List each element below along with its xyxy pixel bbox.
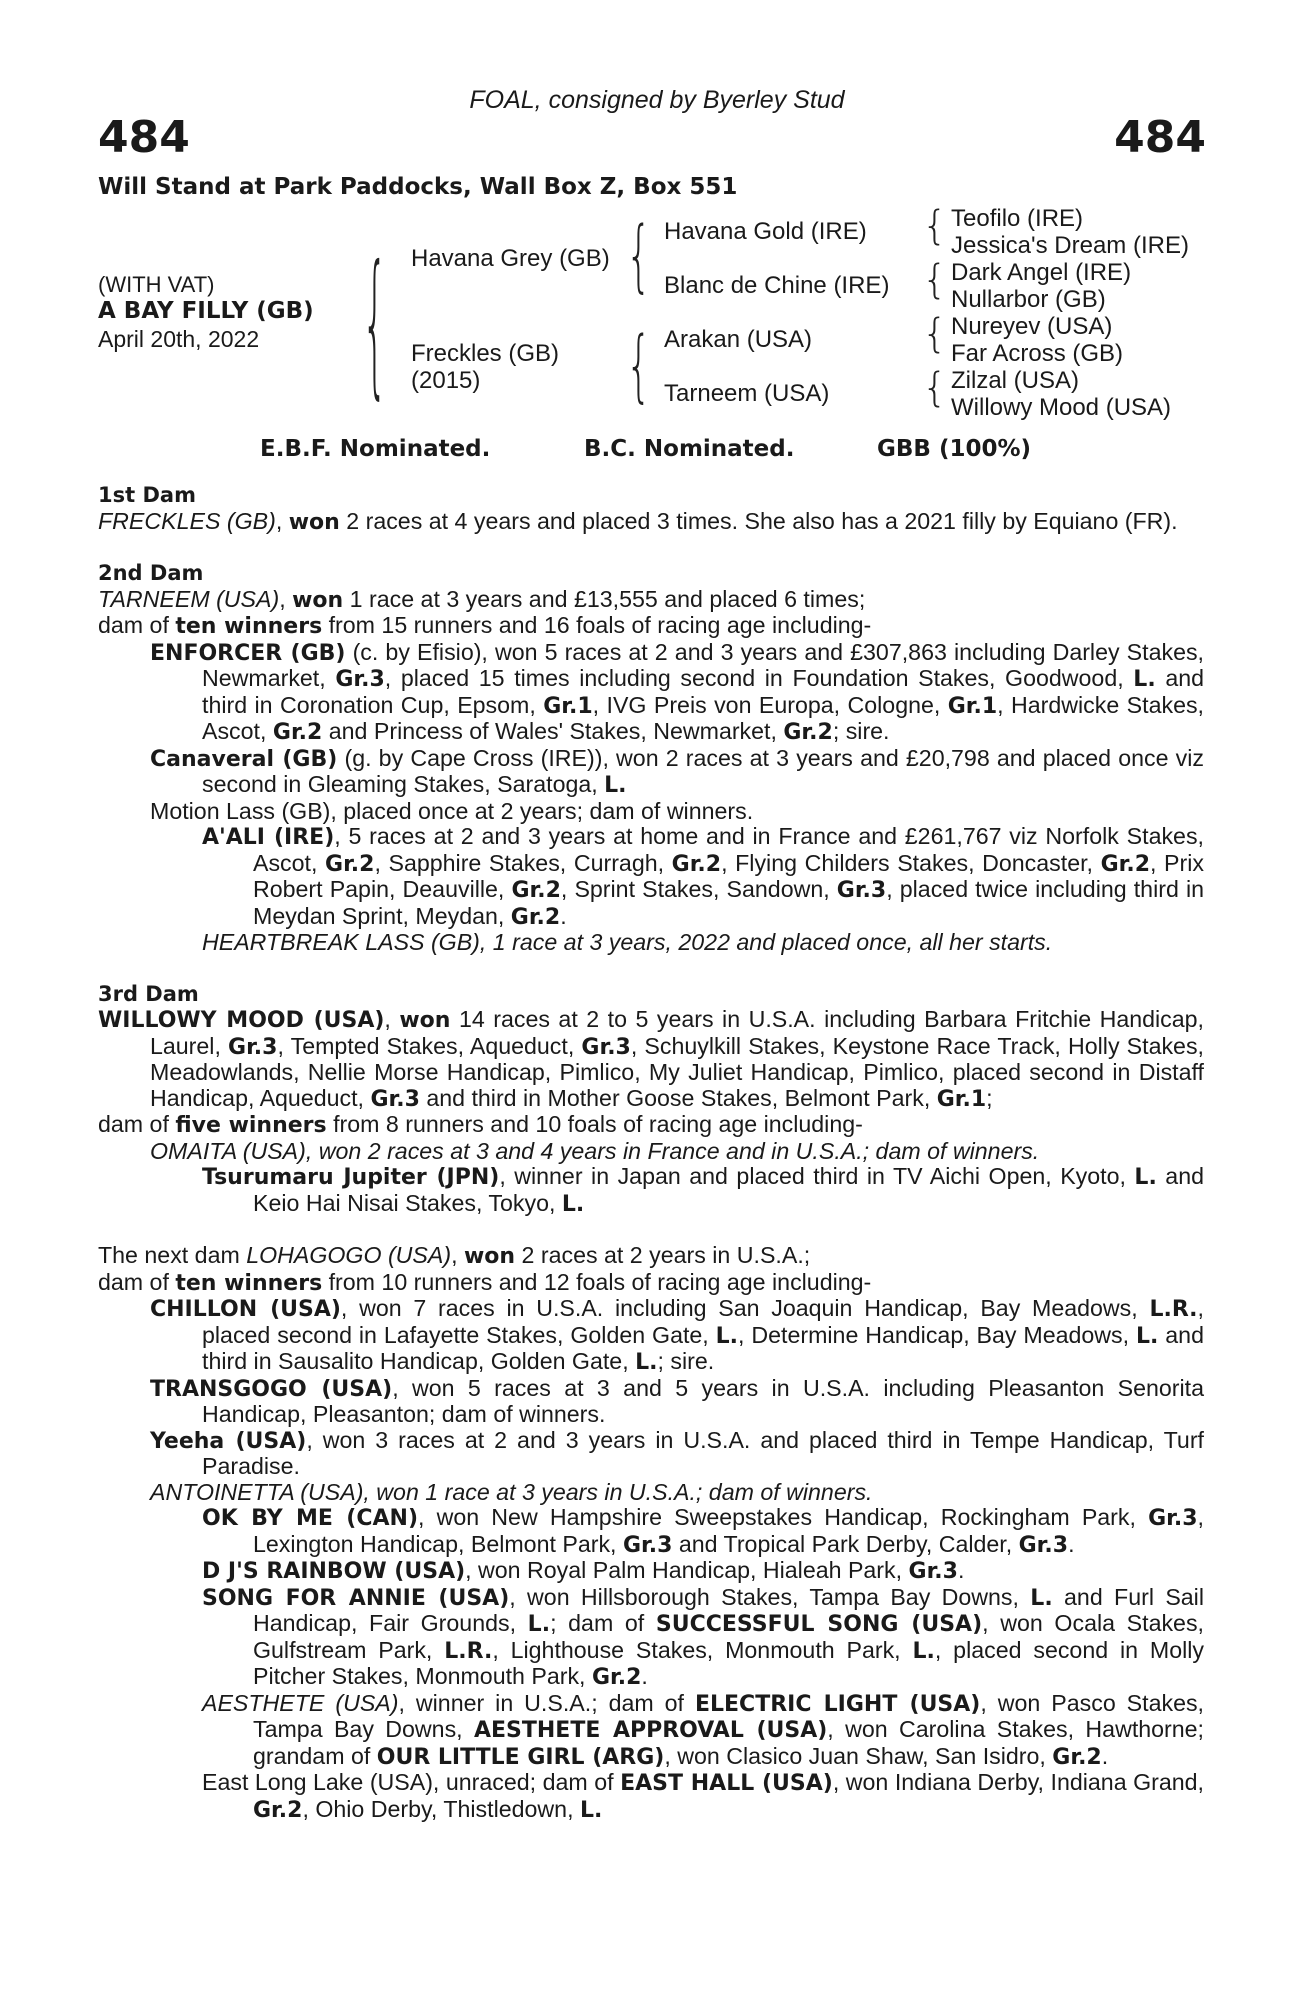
bold-text: five winners — [175, 1113, 327, 1138]
bold-text: Gr.3 — [908, 1559, 958, 1584]
text-run: dam of — [98, 1268, 176, 1295]
text-run: and Tropical Park Derby, Calder, — [672, 1530, 1019, 1557]
gbb-status: GBB (100%) — [877, 436, 1032, 462]
bold-text: L. — [635, 1350, 658, 1375]
text-run: ; sire. — [657, 1348, 715, 1374]
text-run: and third in Sausalito Handicap, Golden Gate, — [202, 1321, 1204, 1374]
bold-text: Gr.3 — [1148, 1506, 1198, 1531]
bold-text: Gr.2 — [511, 878, 561, 903]
text-run: ; dam of — [550, 1610, 656, 1636]
text-run: , Sapphire Stakes, Curragh, — [374, 849, 672, 876]
ancestor-2: Jessica's Dream (IRE) — [951, 232, 1189, 259]
pedigree-entry — [98, 1243, 1204, 1270]
bold-text: Gr.2 — [253, 1797, 303, 1823]
ancestor-7: Zilzal (USA) — [951, 367, 1080, 394]
text-run: , Flying Childers Stakes, Doncaster, — [721, 849, 1101, 876]
pedigree-entry — [98, 1296, 1204, 1376]
ancestor-8: Willowy Mood (USA) — [951, 394, 1172, 421]
italic-text: , 1 race at 3 years, 2022 and placed once, all her starts. — [479, 929, 1053, 955]
text-run: and third in Coronation Cup, Epsom, — [202, 665, 1205, 718]
text-run: , Determine Handicap, Bay Meadows, — [738, 1321, 1136, 1348]
text-run: , Sprint Stakes, Sandown, — [560, 876, 837, 902]
pedigree-brace-dam: { — [626, 322, 652, 412]
pedigree-entry — [98, 1139, 1204, 1165]
italic-text: AESTHETE (USA) — [202, 1689, 399, 1716]
text-run: (c. by Efisio), won 5 races at 2 and 3 years and £307,863 including Darley Stakes, Newmarket, — [202, 638, 1204, 691]
bold-text: L. — [604, 773, 627, 798]
bold-text: L. — [1136, 1323, 1159, 1349]
pedigree-brace-main: { — [362, 236, 388, 416]
pedigree-entry — [98, 799, 1204, 825]
text-run: . — [641, 1663, 648, 1689]
text-run: , winner in Japan and placed third in TV Aichi Open, Kyoto, — [499, 1163, 1135, 1189]
bold-text: Gr.1 — [543, 693, 593, 719]
pedigree-entry — [98, 640, 1204, 746]
bold-text: D J'S RAINBOW (USA) — [202, 1559, 466, 1584]
text-run: from 15 runners and 16 foals of racing age including- — [322, 612, 872, 638]
italic-text: , won 2 races at 3 and 4 years in France and in U.S.A.; dam of winners. — [305, 1137, 1040, 1164]
pedigree-entry — [98, 1112, 1204, 1139]
text-run: , won Hillsborough Stakes, Tampa Bay Downs, — [509, 1583, 1031, 1610]
sire-name: Havana Grey (GB) — [411, 245, 610, 272]
bold-text: L. — [561, 1191, 585, 1217]
text-run: from 8 runners and 10 foals of racing age including- — [326, 1111, 863, 1137]
bold-text: Tsurumaru Jupiter (JPN) — [202, 1165, 500, 1190]
bold-text: Gr.2 — [1052, 1744, 1102, 1770]
bold-text: AESTHETE APPROVAL (USA) — [473, 1718, 828, 1743]
pedigree-entry — [98, 746, 1204, 799]
text-run: , — [279, 585, 293, 612]
bold-text: WILLOWY MOOD (USA) — [98, 1008, 385, 1033]
bold-text: won — [288, 509, 340, 535]
pedigree-entry — [98, 613, 1204, 640]
text-run: . — [560, 902, 567, 929]
bold-text: SUCCESSFUL SONG (USA) — [655, 1612, 983, 1637]
text-run: , won Clasico Juan Shaw, San Isidro, — [664, 1742, 1053, 1769]
pedigree-entry — [98, 930, 1204, 956]
bold-text: Gr.2 — [1100, 851, 1151, 877]
bold-text: Gr.3 — [335, 667, 385, 692]
bold-text: ten winners — [175, 1270, 323, 1296]
first-dam-heading: 1st Dam — [98, 483, 196, 507]
third-dam-heading: 3rd Dam — [98, 981, 199, 1006]
ancestor-3: Dark Angel (IRE) — [951, 259, 1132, 286]
bold-text: Gr.2 — [591, 1665, 642, 1690]
text-run: , Tempted Stakes, Aqueduct, — [277, 1032, 582, 1059]
ancestor-1: Teofilo (IRE) — [951, 205, 1084, 232]
text-run: , Lighthouse Stakes, Monmouth Park, — [492, 1636, 913, 1663]
bold-text: Gr.3 — [1018, 1532, 1069, 1558]
italic-text: HEARTBREAK LASS (GB) — [202, 929, 480, 955]
bold-text: L.R. — [1149, 1297, 1198, 1322]
subject-name: A BAY FILLY (GB) — [98, 298, 314, 324]
second-dam-heading: 2nd Dam — [98, 561, 204, 585]
bold-text: L. — [715, 1323, 739, 1349]
second-dam-entries — [98, 587, 1204, 956]
italic-text: ANTOINETTA (USA) — [150, 1478, 364, 1505]
sire-sire-name: Havana Gold (IRE) — [664, 218, 867, 245]
ebf-nomination: E.B.F. Nominated. — [260, 436, 491, 462]
pedigree-entry — [98, 1270, 1204, 1297]
third-dam-entries — [98, 1007, 1204, 1217]
text-run: , won Indiana Derby, Indiana Grand, — [832, 1769, 1204, 1795]
pedigree-entry — [98, 587, 1204, 614]
bold-text: ten winners — [175, 614, 323, 639]
bold-text: Gr.3 — [228, 1034, 278, 1060]
text-run: , — [384, 1006, 400, 1032]
pedigree-entry — [98, 1505, 1204, 1558]
text-run: and Princess of Wales' Stakes, Newmarket, — [322, 718, 784, 744]
text-run: and Furl Sail Handicap, Fair Grounds, — [253, 1583, 1204, 1636]
text-run: , won Carolina Stakes, Hawthorne; grandam of — [253, 1716, 1205, 1769]
text-run: , Schuylkill Stakes, Keystone Race Track, Holly Stakes, Meadowlands, Nellie Morse Handicap, Pimlico, My Juliet Handicap, Pimlico, placed second in Distaff Handicap, Aqueduct, — [150, 1032, 1204, 1111]
bold-text: Gr.3 — [622, 1532, 673, 1558]
dam-year: (2015) — [411, 367, 481, 394]
ancestor-6: Far Across (GB) — [951, 340, 1124, 367]
text-run: , won 5 races at 3 and 5 years in U.S.A. including Pleasanton Senorita Handicap, Pleasanton; dam of winners. — [202, 1374, 1204, 1427]
text-run: , Prix Robert Papin, Deauville, — [253, 849, 1204, 902]
bold-text: EAST HALL (USA) — [620, 1771, 833, 1796]
pedigree-brace-g4: { — [922, 365, 948, 411]
bold-text: Gr.1 — [947, 693, 998, 719]
text-run: ; — [986, 1084, 993, 1111]
bold-text: L. — [527, 1612, 551, 1637]
text-run: , 5 races at 2 and 3 years at home and in France and £261,767 viz Norfolk Stakes, Ascot, — [253, 823, 1204, 876]
text-run: , Lexington Handicap, Belmont Park, — [253, 1504, 1204, 1557]
bold-text: TRANSGOGO (USA) — [150, 1376, 393, 1402]
bold-text: Gr.2 — [325, 851, 375, 877]
sire-dam-name: Blanc de Chine (IRE) — [664, 272, 890, 299]
pedigree-entry — [98, 1558, 1204, 1585]
text-run: Motion Lass (GB), placed once at 2 years; dam of winners. — [150, 797, 754, 824]
text-run: , — [275, 507, 289, 534]
text-run: 14 races at 2 to 5 years in U.S.A. including Barbara Fritchie Handicap, Laurel, — [150, 1006, 1204, 1059]
lot-number-right: 484 — [1114, 112, 1206, 163]
bold-text: ENFORCER (GB) — [150, 640, 346, 666]
italic-text: TARNEEM (USA) — [98, 585, 280, 612]
text-run: and Keio Hai Nisai Stakes, Tokyo, — [253, 1163, 1204, 1216]
pedigree-entry — [98, 1770, 1204, 1823]
ancestor-4: Nullarbor (GB) — [951, 286, 1106, 313]
bold-text: A'ALI (IRE) — [202, 825, 335, 850]
pedigree-brace-g2: { — [922, 257, 948, 303]
text-run: , IVG Preis von Europa, Cologne, — [592, 691, 948, 718]
text-run: . — [957, 1557, 965, 1583]
text-run: 2 races at 4 years and placed 3 times. She also has a 2021 filly by Equiano (FR). — [339, 507, 1178, 534]
bold-text: OUR LITTLE GIRL (ARG) — [376, 1744, 665, 1770]
text-run: , placed twice including third in Meydan Sprint, Meydan, — [253, 876, 1204, 929]
consigned-by: FOAL, consigned by Byerley Stud — [469, 86, 845, 114]
text-run: , Ohio Derby, Thistledown, — [302, 1795, 580, 1822]
text-run: , — [451, 1242, 464, 1268]
bold-text: ELECTRIC LIGHT (USA) — [694, 1691, 981, 1717]
pedigree-brace-g3: { — [922, 311, 948, 357]
first-dam-entry — [98, 509, 1204, 536]
bold-text: Gr.2 — [272, 720, 323, 745]
bold-text: Gr.2 — [510, 904, 561, 930]
text-run: The next dam — [98, 1242, 247, 1268]
dam-dam-name: Tarneem (USA) — [664, 380, 830, 407]
bold-text: Gr.2 — [671, 851, 722, 877]
text-run: and third in Mother Goose Stakes, Belmont Park, — [419, 1084, 937, 1111]
dam-sire-name: Arakan (USA) — [664, 326, 813, 353]
lot-number-left: 484 — [98, 112, 190, 163]
pedigree-entry — [98, 1376, 1204, 1428]
bold-text: CHILLON (USA) — [150, 1297, 341, 1322]
dam-name: Freckles (GB) — [411, 340, 560, 367]
text-run: . — [1068, 1530, 1075, 1557]
text-run: , won Royal Palm Handicap, Hialeah Park, — [465, 1557, 909, 1583]
text-run: , won New Hampshire Sweepstakes Handicap, Rockingham Park, — [418, 1504, 1149, 1530]
bold-text: L. — [1030, 1585, 1053, 1611]
pedigree-entry — [98, 824, 1204, 930]
pedigree-brace-sire: { — [626, 212, 652, 302]
text-run: , placed second in Molly Pitcher Stakes, Monmouth Park, — [253, 1636, 1204, 1689]
bold-text: Gr.3 — [370, 1086, 420, 1112]
italic-text: FRECKLES (GB) — [98, 507, 276, 534]
text-run: East Long Lake (USA), unraced; dam of — [202, 1769, 621, 1795]
vat-note: (WITH VAT) — [98, 272, 215, 297]
text-run: , won 3 races at 2 and 3 years in U.S.A. and placed third in Tempe Handicap, Turf Paradise. — [202, 1426, 1204, 1479]
bold-text: L. — [579, 1797, 603, 1823]
bold-text: L. — [1134, 1165, 1157, 1190]
text-run: , won 7 races in U.S.A. including San Joaquin Handicap, Bay Meadows, — [340, 1295, 1150, 1321]
bold-text: Gr.2 — [783, 720, 833, 745]
text-run: 2 races at 2 years in U.S.A.; — [515, 1242, 811, 1268]
text-run: dam of — [98, 1111, 176, 1137]
bold-text: OK BY ME (CAN) — [202, 1506, 418, 1531]
ancestor-5: Nureyev (USA) — [951, 313, 1113, 340]
text-run: , Hardwicke Stakes, Ascot, — [202, 691, 1204, 744]
text-run: from 10 runners and 12 foals of racing age including- — [322, 1268, 872, 1295]
text-run: ; sire. — [832, 718, 890, 744]
bold-text: won — [463, 1244, 516, 1269]
text-run: , won Pasco Stakes, Tampa Bay Downs, — [253, 1689, 1205, 1742]
italic-text: , won 1 race at 3 years in U.S.A.; dam of winners. — [363, 1478, 873, 1505]
bold-text: Gr.3 — [836, 878, 887, 903]
text-run: 1 race at 3 years and £13,555 and placed 6 times; — [343, 585, 866, 612]
pedigree-entry — [98, 1007, 1204, 1112]
bold-text: won — [292, 587, 344, 613]
text-run: , placed second in Lafayette Stakes, Golden Gate, — [202, 1295, 1204, 1348]
text-run: dam of — [98, 612, 176, 638]
text-run: , winner in U.S.A.; dam of — [398, 1689, 695, 1716]
bold-text: L.R. — [444, 1638, 493, 1664]
bold-text: Canaveral (GB) — [150, 746, 338, 772]
pedigree-entry — [98, 1428, 1204, 1480]
bold-text: SONG FOR ANNIE (USA) — [202, 1585, 510, 1611]
text-run: , won Ocala Stakes, Gulfstream Park, — [253, 1610, 1204, 1663]
bold-text: Gr.3 — [581, 1034, 631, 1060]
next-dam-entries — [98, 1243, 1204, 1823]
bold-text: Yeeha (USA) — [150, 1428, 307, 1454]
bold-text: L. — [912, 1638, 935, 1664]
pedigree-brace-g1: { — [922, 203, 948, 249]
italic-text: LOHAGOGO (USA) — [246, 1242, 452, 1268]
pedigree-entry — [98, 1480, 1204, 1506]
pedigree-entry — [98, 1691, 1204, 1771]
text-run: . — [1101, 1742, 1109, 1769]
pedigree-entry — [98, 1164, 1204, 1217]
pedigree-entry — [98, 1585, 1204, 1691]
italic-text: OMAITA (USA) — [150, 1137, 306, 1164]
text-run: (g. by Cape Cross (IRE)), won 2 races at 3 years and £20,798 and placed once viz second in Gleaming Stakes, Saratoga, — [202, 744, 1204, 797]
text-run: , placed 15 times including second in Foundation Stakes, Goodwood, — [384, 665, 1134, 691]
stand-location: Will Stand at Park Paddocks, Wall Box Z, Box 551 — [98, 174, 738, 200]
catalogue-body — [98, 483, 1204, 1823]
bc-nomination: B.C. Nominated. — [584, 436, 795, 462]
bold-text: L. — [1133, 667, 1156, 692]
bold-text: won — [399, 1008, 451, 1033]
bold-text: Gr.1 — [936, 1086, 987, 1112]
foaling-date: April 20th, 2022 — [98, 326, 260, 352]
